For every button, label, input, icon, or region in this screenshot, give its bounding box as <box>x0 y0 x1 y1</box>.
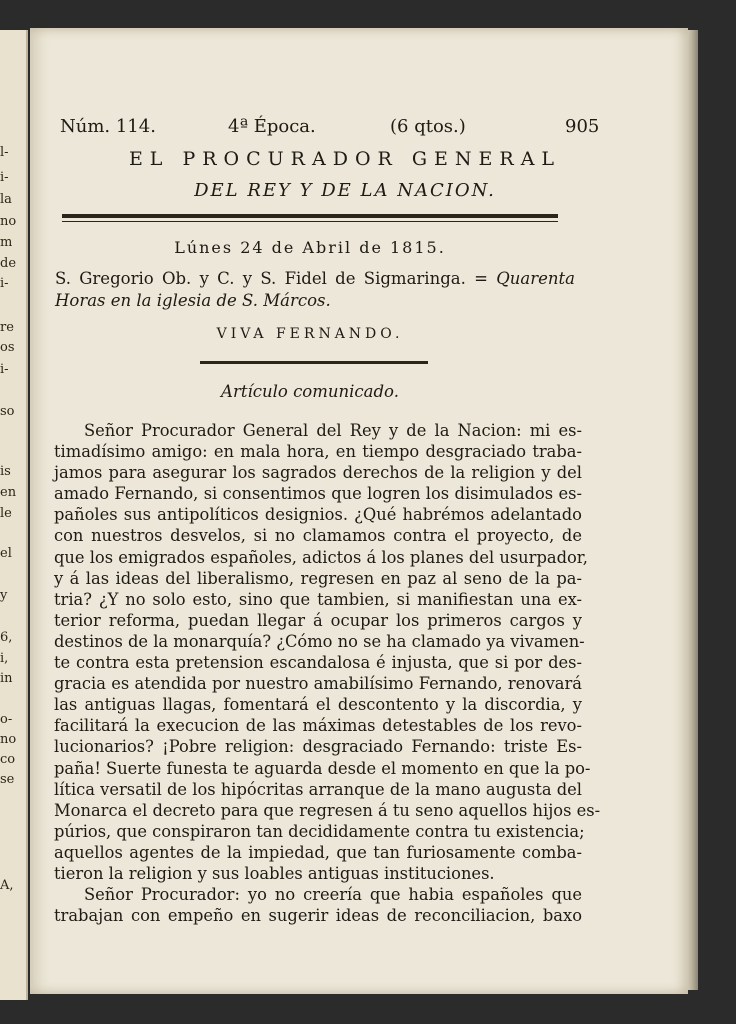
body-line: paña! Suerte funesta te aguarda desde el momento en que la po- <box>54 758 591 778</box>
body-line: tieron la religion y sus loables antiguas instituciones. <box>54 863 495 883</box>
body-line: Señor Procurador General del Rey y de la Nacion: mi es- <box>84 421 582 440</box>
left-fragment: is <box>0 464 11 479</box>
body-line: amado Fernando, si consentimos que logren los disimulados es- <box>54 484 582 504</box>
body-line: gracia es atendida por nuestro amabilísimo Fernando, renovará <box>54 674 582 694</box>
left-fragment: no <box>0 214 17 229</box>
left-fragment: co <box>0 752 16 767</box>
issue-number: Núm. 114. <box>60 116 156 137</box>
body-line: que los emigrados españoles, adictos á los planes del usurpador, <box>54 547 588 567</box>
body-line: lítica versatil de los hipócritas arranque de la mano augusta del <box>54 779 582 799</box>
section-title: Artículo comunicado. <box>221 382 399 401</box>
saints-text: S. Gregorio Ob. y C. y S. Fidel de Sigmaringa. = <box>55 269 488 288</box>
body-line: destinos de la monarquía? ¿Cómo no se ha clamado ya vivamen- <box>54 631 585 651</box>
body-line: trabajan con empeño en sugerir ideas de reconciliacion, baxo <box>54 906 582 926</box>
left-fragment: o- <box>0 712 13 727</box>
motto: VIVA FERNANDO. <box>216 326 404 342</box>
body-line: tria? ¿Y no solo esto, sino que tambien, si manifiestan una ex- <box>54 589 582 609</box>
epoch-label: 4ª Época. <box>228 116 316 137</box>
body-line: púrios, que conspiraron tan decididamente contra tu existencia; <box>54 821 585 841</box>
body-line: facilitará la execucion de las máximas detestables de los revo- <box>54 716 582 736</box>
left-fragment: os <box>0 340 15 355</box>
body-line: Monarca el decreto para que regresen á tu seno aquellos hijos es- <box>54 800 601 820</box>
body-line: y á las ideas del liberalismo, regresen en paz al seno de la pa- <box>54 568 582 588</box>
left-fragment: el <box>0 546 12 561</box>
masthead-rule <box>62 214 558 218</box>
page-number: 905 <box>565 116 600 137</box>
left-fragment: en <box>0 485 17 500</box>
masthead-subtitle: DEL REY Y DE LA NACION. <box>194 180 496 201</box>
left-fragment: no <box>0 732 17 747</box>
body-line: con nuestros desvelos, si no clamamos contra el proyecto, de <box>54 526 582 546</box>
section-rule <box>200 361 428 364</box>
article-body <box>54 420 601 926</box>
body-line: Señor Procurador: yo no creería que habia españoles que <box>84 885 582 905</box>
left-fragment: de <box>0 256 17 271</box>
body-line: pañoles sus antipolíticos designios. ¿Qué habrémos adelantado <box>54 505 582 525</box>
left-fragment: in <box>0 671 13 686</box>
body-line: lucionarios? ¡Pobre religion: desgraciado Fernando: triste Es- <box>54 737 582 757</box>
left-fragment: i- <box>0 362 9 377</box>
body-line: terior reforma, puedan llegar á ocupar los primeros cargos y <box>54 610 582 630</box>
forty-hours-text: Quarenta Horas en la iglesia de S. Márcos. <box>55 269 575 310</box>
left-fragment: A, <box>0 878 14 893</box>
page-header <box>60 116 600 140</box>
body-line: te contra esta pretension escandalosa é injusta, que si por des- <box>54 653 582 673</box>
left-page-edge <box>0 30 28 1000</box>
issue-date: Lúnes 24 de Abril de 1815. <box>174 238 446 257</box>
body-line: aquellos agentes de la impiedad, que tan furiosamente comba- <box>54 842 582 862</box>
saints-of-the-day <box>55 268 575 312</box>
left-fragment: y <box>0 588 8 603</box>
masthead-title: EL PROCURADOR GENERAL <box>128 148 562 170</box>
price-label: (6 qtos.) <box>390 116 466 137</box>
body-line: timadísimo amigo: en mala hora, en tiempo desgraciado traba- <box>54 442 582 462</box>
left-fragment: le <box>0 506 12 521</box>
masthead-rule-thin <box>62 221 558 222</box>
body-line: jamos para asegurar los sagrados derechos de la religion y del <box>54 463 582 483</box>
left-fragment: m <box>0 235 13 250</box>
left-fragment: i- <box>0 170 9 185</box>
left-fragment: 6, <box>0 630 13 645</box>
left-fragment: la <box>0 192 12 207</box>
left-fragment: l- <box>0 145 9 160</box>
left-fragment: i- <box>0 276 9 291</box>
newspaper-page <box>30 28 688 994</box>
left-fragment: so <box>0 404 15 419</box>
body-line: las antiguas llagas, fomentará el descontento y la discordia, y <box>54 695 582 715</box>
left-fragment: se <box>0 772 15 787</box>
left-fragment: i, <box>0 651 9 666</box>
left-fragment: re <box>0 320 14 335</box>
